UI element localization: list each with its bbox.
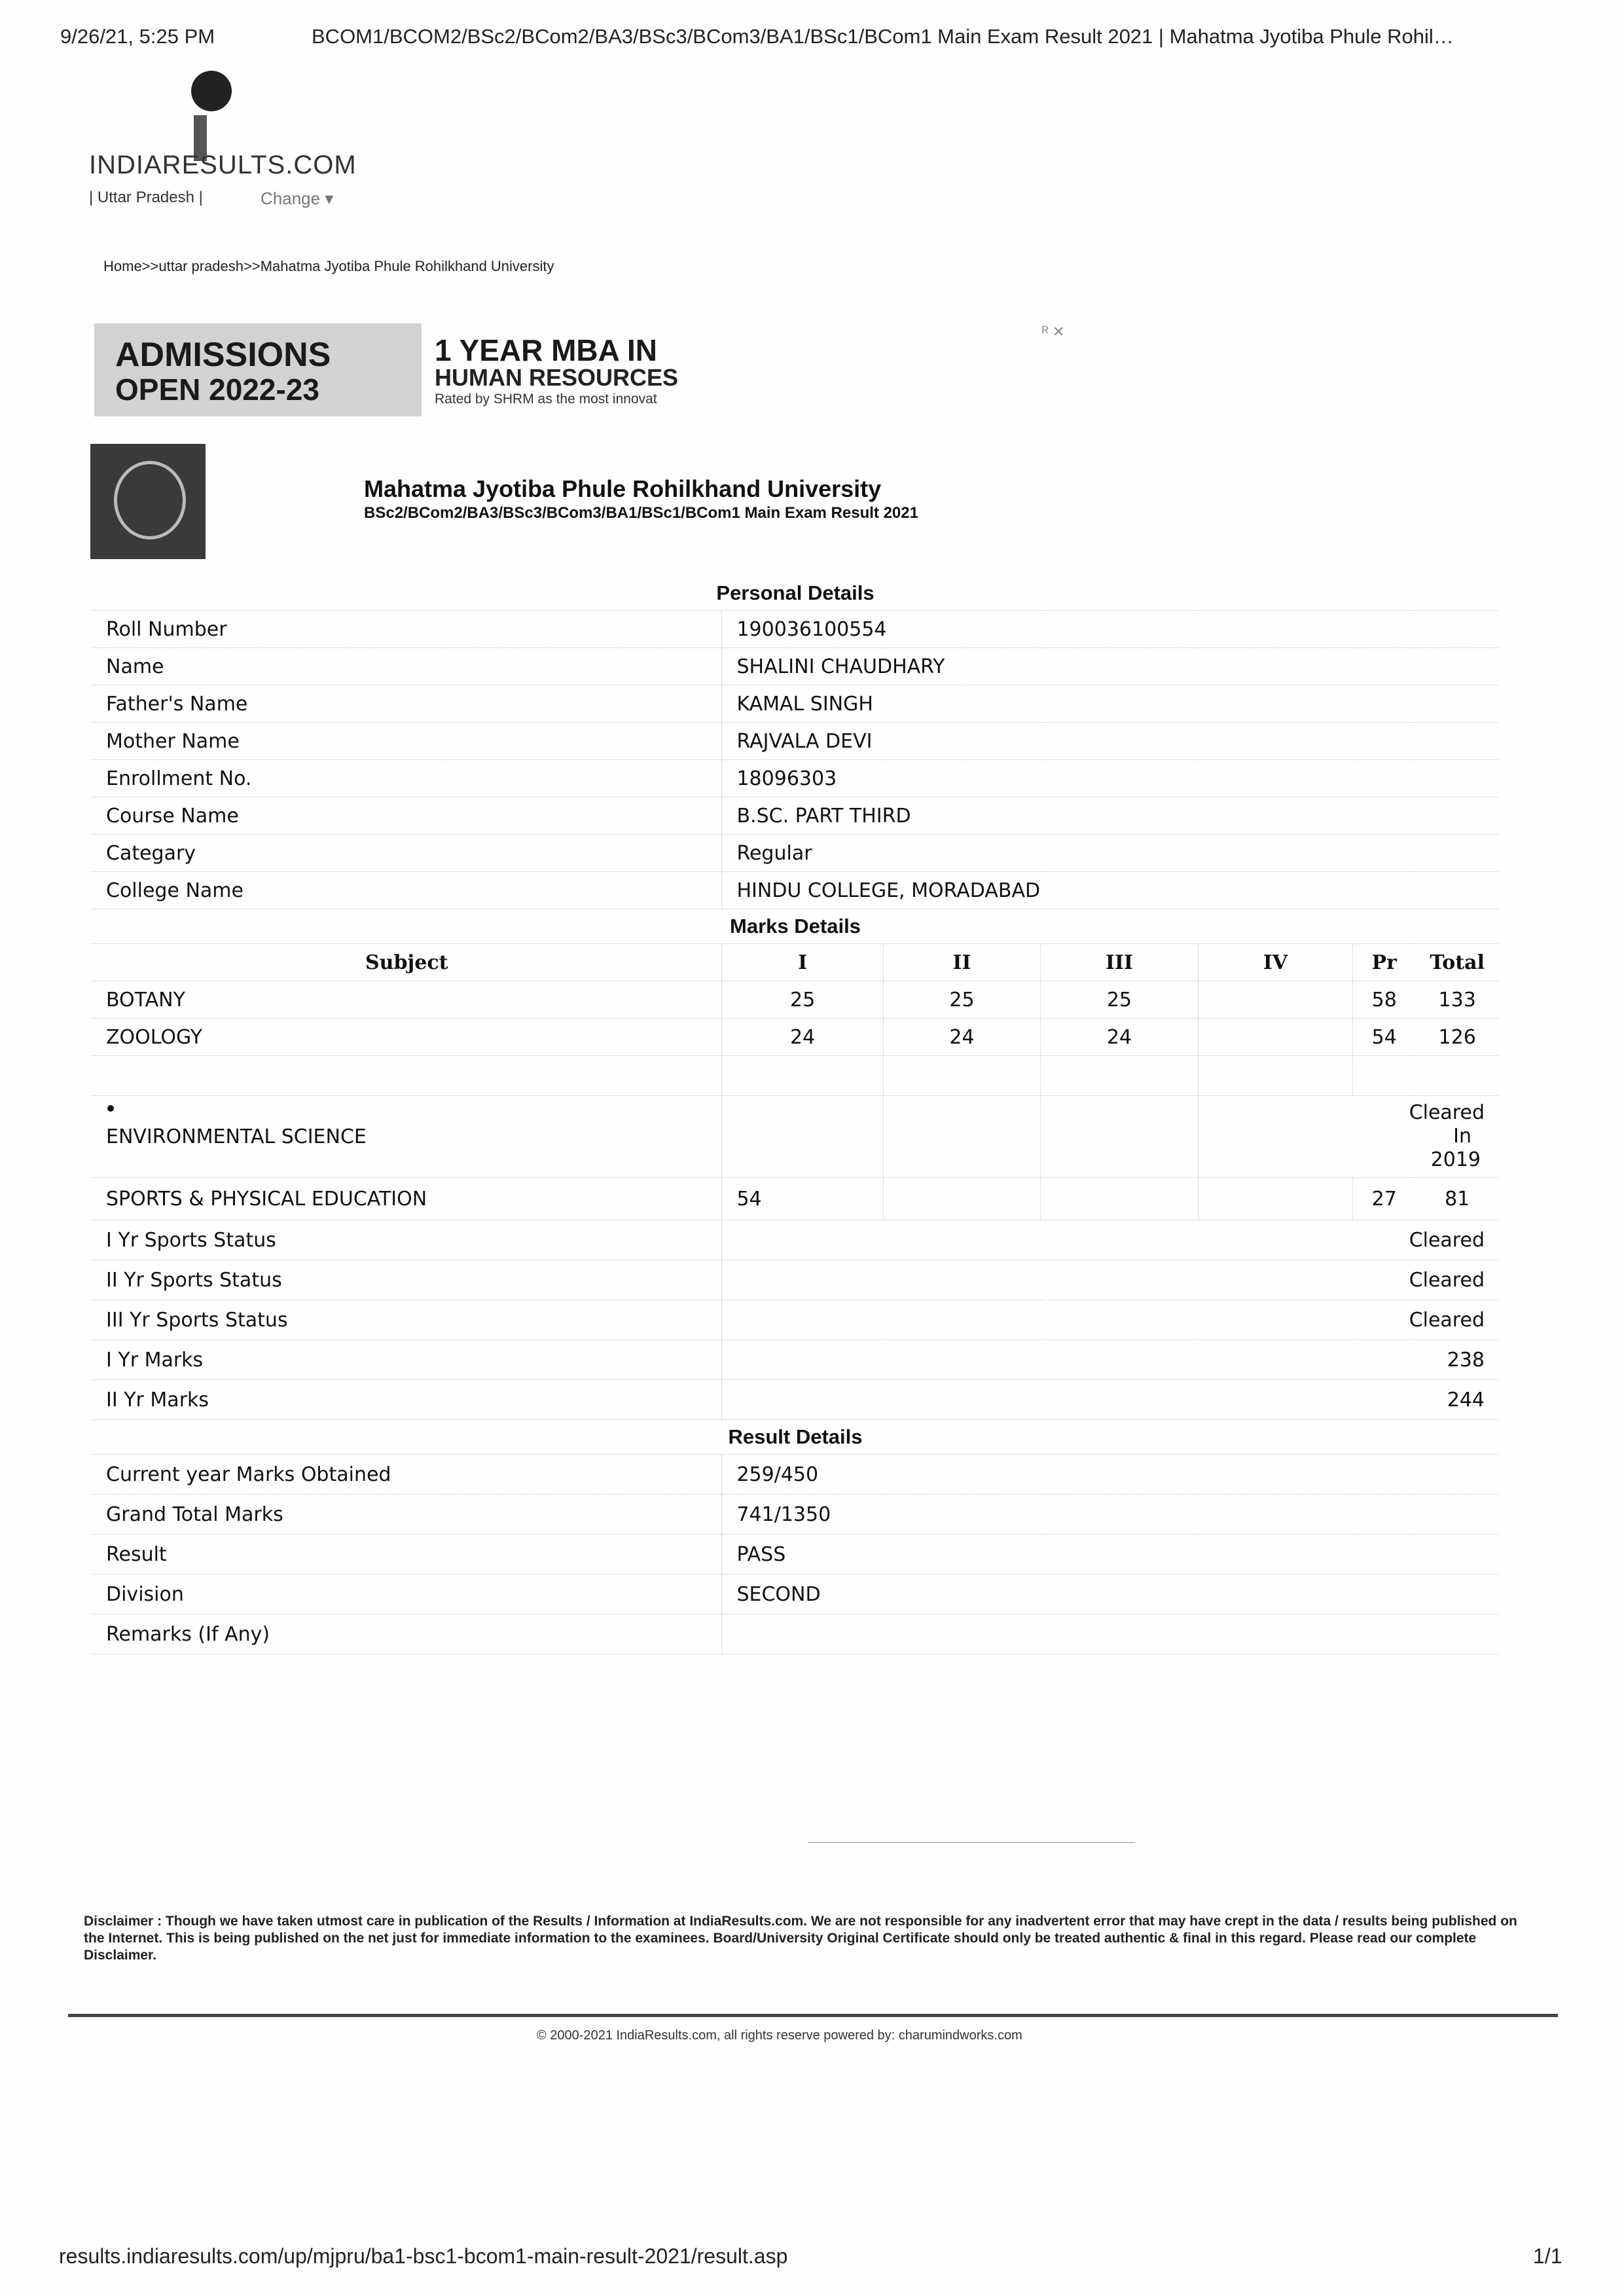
copyright-text[interactable]: © 2000-2021 IndiaResults.com, all rights reserve powered by: charumindworks.com [537,2028,1022,2043]
student-name: SHALINI CHAUDHARY [722,648,1499,685]
table-row: Mother Name RAJVALA DEVI [92,723,1499,760]
table-row: Current year Marks Obtained 259/450 [92,1455,1499,1495]
table-row: ZOOLOGY 24 24 24 54 126 [92,1019,1499,1056]
table-row [92,1056,1499,1096]
footer-divider [68,2014,1558,2017]
enrollment-number: 18096303 [722,760,1499,797]
grand-total-marks: 741/1350 [722,1495,1499,1535]
personal-details-heading: Personal Details [92,576,1499,611]
breadcrumb[interactable]: Home>>uttar pradesh>>Mahatma Jyotiba Phule Rohilkhand University [103,258,554,274]
division: SECOND [722,1575,1499,1614]
table-row: I Yr Sports Status Cleared [92,1220,1499,1260]
table-row: Grand Total Marks 741/1350 [92,1495,1499,1535]
result-status: PASS [722,1535,1499,1575]
result-table [92,576,1499,1654]
table-row: II Yr Sports Status Cleared [92,1260,1499,1300]
state-label: | Uttar Pradesh | [89,189,203,206]
marks-details-heading: Marks Details [92,909,1499,944]
table-row: Course Name B.SC. PART THIRD [92,797,1499,835]
university-name: Mahatma Jyotiba Phule Rohilkhand University [364,475,882,502]
ad-hr-text[interactable]: HUMAN RESOURCES [435,364,679,391]
university-seal-icon [90,444,206,559]
current-year-marks: 259/450 [722,1455,1499,1495]
print-url: results.indiaresults.com/up/mjpru/ba1-bsc1-bcom1-main-result-2021/result.asp [59,2244,788,2268]
table-row: ENVIRONMENTAL SCIENCE Cleared In 2019 [92,1096,1499,1178]
print-page-number: 1/1 [1533,2244,1562,2268]
table-row: I Yr Marks 238 [92,1340,1499,1380]
exam-subtitle: BSc2/BCom2/BA3/BSc3/BCom3/BA1/BSc1/BCom1 Main Exam Result 2021 [364,504,918,522]
result-details-heading: Result Details [92,1420,1499,1455]
ad-admissions-text[interactable]: ADMISSIONS [115,336,331,374]
ad-rated-text[interactable]: Rated by SHRM as the most innovat [435,392,657,407]
table-row: Categary Regular [92,835,1499,872]
site-logo-text[interactable]: INDIARESULTS.COM [89,151,357,179]
divider [808,1842,1135,1843]
course-name: B.SC. PART THIRD [722,797,1499,835]
table-row: Name SHALINI CHAUDHARY [92,648,1499,685]
table-row: II Yr Marks 244 [92,1380,1499,1420]
table-row: Enrollment No. 18096303 [92,760,1499,797]
table-row: III Yr Sports Status Cleared [92,1300,1499,1340]
college-name: HINDU COLLEGE, MORADABAD [722,872,1499,909]
ad-close-icon[interactable]: ᴿ ✕ [1042,323,1065,340]
print-page-title: BCOM1/BCOM2/BSc2/BCom2/BA3/BSc3/BCom3/BA1/BSc1/BCom1 Main Exam Result 2021 | Mahatma Jyotiba Phule Rohil… [312,25,1454,48]
ad-mba-text[interactable]: 1 YEAR MBA IN [435,333,657,367]
remarks [722,1614,1499,1654]
print-datetime: 9/26/21, 5:25 PM [60,25,215,48]
table-row: Result PASS [92,1535,1499,1575]
table-row: Roll Number 190036100554 [92,611,1499,648]
table-row: College Name HINDU COLLEGE, MORADABAD [92,872,1499,909]
bullet-dot [107,1105,114,1112]
change-state-link[interactable]: Change ▾ [261,189,334,208]
marks-header-row: Subject I II III IV Pr Total [92,944,1499,981]
table-row: BOTANY 25 25 25 58 133 [92,981,1499,1019]
table-row: SPORTS & PHYSICAL EDUCATION 54 27 81 [92,1178,1499,1220]
category: Regular [722,835,1499,872]
ad-open-text[interactable]: OPEN 2022-23 [115,373,319,407]
roll-number: 190036100554 [722,611,1499,648]
table-row: Father's Name KAMAL SINGH [92,685,1499,723]
disclaimer-text[interactable]: Disclaimer : Though we have taken utmost care in publication of the Results / Information at IndiaResults.com. We are not responsible for any inadvertent error that may have crept in the data / results being published on the Internet. This is being published on the net just for immediate information to the examinees. Board/University Original Certificate should only be treated authentic & final in this regard. Please read our complete Disclaimer. [84,1914,1517,1963]
mother-name: RAJVALA DEVI [722,723,1499,760]
table-row: Division SECOND [92,1575,1499,1614]
father-name: KAMAL SINGH [722,685,1499,723]
table-row: Remarks (If Any) [92,1614,1499,1654]
